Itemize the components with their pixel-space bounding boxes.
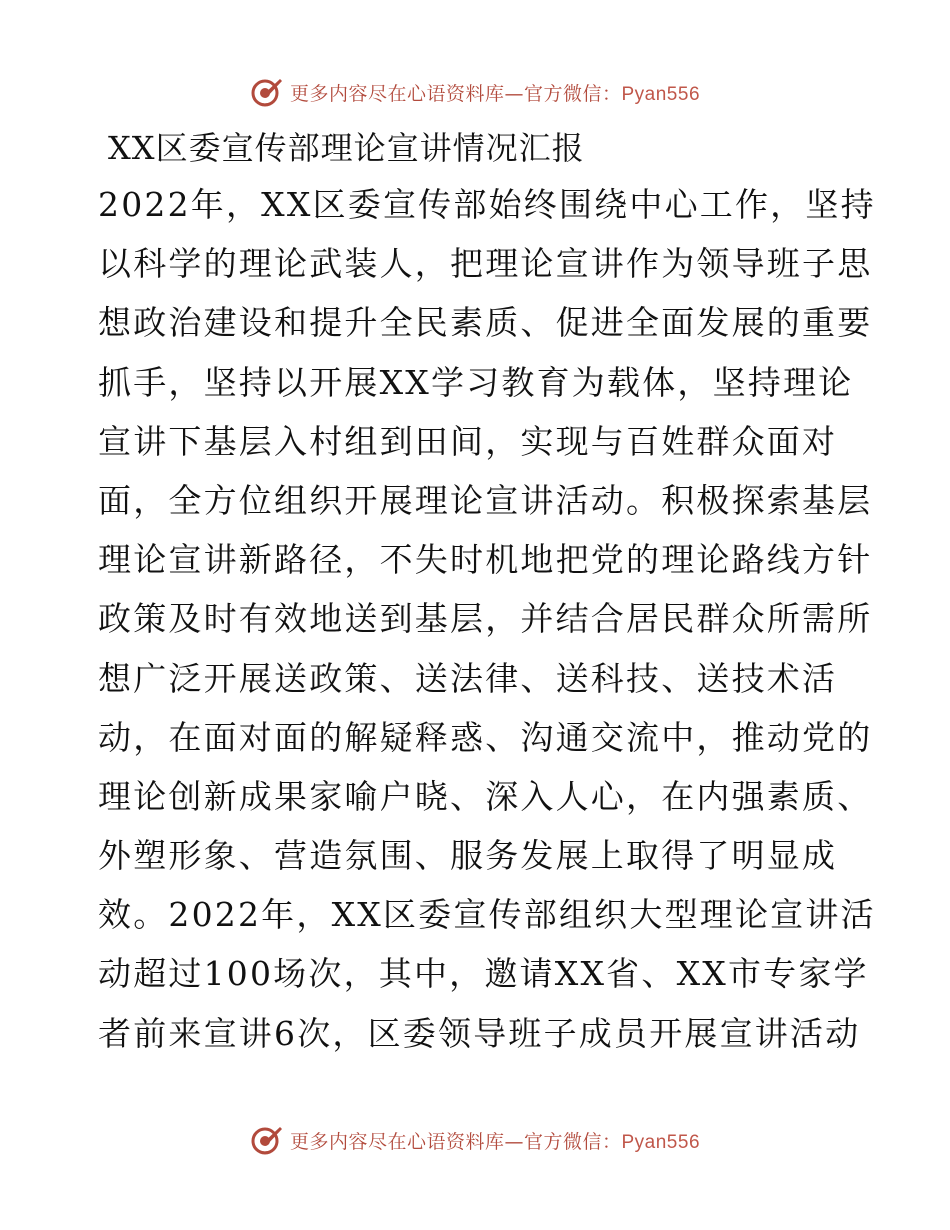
- watermark-wechat-id: Pyan556: [621, 83, 701, 105]
- watermark-wechat-id: Pyan556: [621, 1131, 701, 1153]
- body-line: 以科学的理论武装人，把理论宣讲作为领导班子思: [98, 244, 873, 284]
- body-line: 动，在面对面的解疑释惑、沟通交流中，推动党的: [98, 717, 873, 757]
- pen-logo-icon: [250, 75, 284, 109]
- body-line: 理论创新成果家喻户晓、深入人心，在内强素质、: [98, 776, 873, 816]
- body-line: 外塑形象、营造氛围、服务发展上取得了明显成: [98, 836, 838, 876]
- body-line: 想政治建设和提升全民素质、促进全面发展的重要: [98, 303, 873, 343]
- pen-logo-icon: [250, 1123, 284, 1157]
- watermark-text: [290, 1127, 700, 1154]
- watermark-label: 更多内容尽在心语资料库—官方微信：: [289, 82, 622, 105]
- document-body: [98, 175, 876, 1063]
- body-line: 2022年，XX区委宣传部始终围绕中心工作，坚持: [98, 185, 876, 224]
- body-line: 面，全方位组织开展理论宣讲活动。积极探索基层: [98, 480, 873, 520]
- watermark-text: [290, 79, 700, 106]
- body-line: 抓手，坚持以开展XX学习教育为载体，坚持理论: [98, 362, 854, 402]
- body-line: 效。2022年，XX区委宣传部组织大型理论宣讲活: [98, 895, 876, 935]
- watermark-label: 更多内容尽在心语资料库—官方微信：: [289, 1130, 622, 1153]
- body-line: 者前来宣讲6次，区委领导班子成员开展宣讲活动: [98, 1013, 861, 1053]
- body-line: 想广泛开展送政策、送法律、送科技、送技术活: [98, 658, 838, 698]
- body-line: 政策及时有效地送到基层，并结合居民群众所需所: [98, 599, 873, 639]
- body-line: 理论宣讲新路径，不失时机地把党的理论路线方针: [98, 540, 873, 580]
- body-line: 动超过100场次，其中，邀请XX省、XX市专家学: [98, 954, 869, 994]
- document-title: XX区委宣传部理论宣讲情况汇报: [108, 129, 585, 167]
- body-line: 宣讲下基层入村组到田间，实现与百姓群众面对: [98, 421, 838, 461]
- header-watermark: [0, 72, 950, 112]
- footer-watermark: [0, 1120, 950, 1160]
